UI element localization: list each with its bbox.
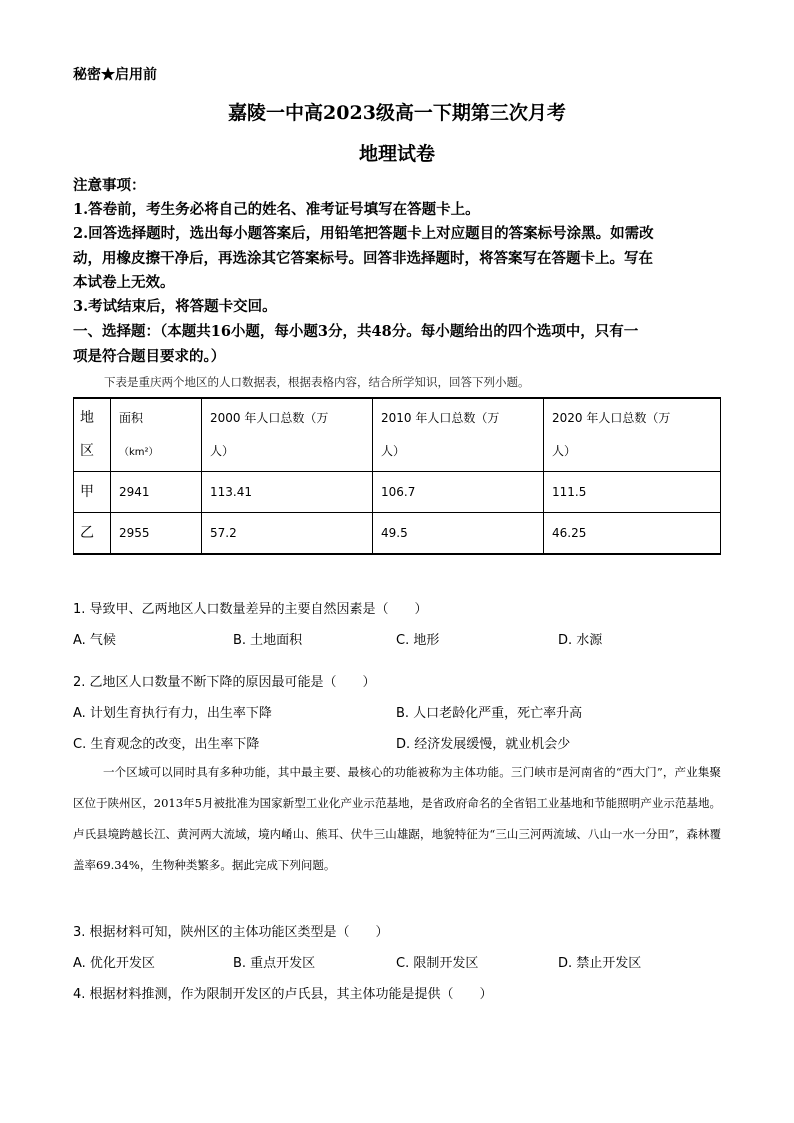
cell-area: 2955 <box>111 513 202 555</box>
cell-pop-2020: 46.25 <box>544 513 721 555</box>
cell-region: 甲 <box>74 472 111 513</box>
question-3-option-c[interactable]: C. 限制开发区 <box>396 956 479 971</box>
section-heading-line-2: 项是符合题目要求的。） <box>73 348 226 365</box>
question-2-option-b[interactable]: B. 人口老龄化严重，死亡率升高 <box>396 706 583 721</box>
notes-item-2-line-3: 本试卷上无效。 <box>73 274 175 291</box>
header-region: 地 区 <box>74 398 111 472</box>
question-3-option-b[interactable]: B. 重点开发区 <box>233 956 316 971</box>
header-area: 面积 （km²） <box>111 398 202 472</box>
cell-pop-2020: 111.5 <box>544 472 721 513</box>
question-1-option-a[interactable]: A. 气候 <box>73 633 116 648</box>
header-pop-2000: 2000 年人口总数（万 人） <box>202 398 373 472</box>
cell-pop-2000: 57.2 <box>202 513 373 555</box>
question-3-option-d[interactable]: D. 禁止开发区 <box>558 956 642 971</box>
question-3-option-a[interactable]: A. 优化开发区 <box>73 956 155 971</box>
table-row <box>74 513 721 555</box>
notes-item-1: 1.答卷前，考生务必将自己的姓名、准考证号填写在答题卡上。 <box>73 201 480 218</box>
question-1-option-b[interactable]: B. 土地面积 <box>233 633 303 648</box>
header-pop-2010: 2010 年人口总数（万 人） <box>373 398 544 472</box>
notes-item-2-line-2: 动，用橡皮擦干净后，再选涂其它答案标号。回答非选择题时，将答案写在答题卡上。写在 <box>73 250 653 267</box>
notes-item-2-line-1: 2.回答选择题时，选出每小题答案后，用铅笔把答题卡上对应题目的答案标号涂黑。如需改 <box>73 225 654 242</box>
question-2-option-a[interactable]: A. 计划生育执行有力，出生率下降 <box>73 706 272 721</box>
question-1-option-c[interactable]: C. 地形 <box>396 633 440 648</box>
header-pop-2020: 2020 年人口总数（万 人） <box>544 398 721 472</box>
question-1-stem: 1. 导致甲、乙两地区人口数量差异的主要自然因素是（ ） <box>73 602 428 617</box>
notes-item-3: 3.考试结束后，将答题卡交回。 <box>73 298 277 315</box>
cell-area: 2941 <box>111 472 202 513</box>
cell-region: 乙 <box>74 513 111 555</box>
reading-passage: 一个区域可以同时具有多种功能，其中最主要、最核心的功能被称为主体功能。三门峡市是河南省的“西大门”，产业集聚区位于陕州区，2013年5月被批准为国家新型工业化产业示范基地，是省政府命名的全省铝工业基地和节能照明产业示范基地。卢氏县境跨越长江、黄河两大流域，境内崤山、熊耳、伏牛三山雄踞，地貌特征为“三山三河两流域、八山一水一分田”，森林覆盖率69.34%，生物种类繁多。据此完成下列问题。 <box>73 765 721 872</box>
question-2-stem: 2. 乙地区人口数量不断下降的原因最可能是（ ） <box>73 675 376 690</box>
question-2-option-c[interactable]: C. 生育观念的改变，出生率下降 <box>73 737 260 752</box>
table-intro: 下表是重庆两个地区的人口数据表，根据表格内容，结合所学知识，回答下列小题。 <box>104 375 530 389</box>
exam-title: 嘉陵一中高2023级高一下期第三次月考 <box>228 102 566 124</box>
population-table <box>73 397 721 555</box>
cell-pop-2010: 49.5 <box>373 513 544 555</box>
question-2-option-d[interactable]: D. 经济发展缓慢，就业机会少 <box>396 737 571 752</box>
confidential-label: 秘密★启用前 <box>73 67 157 83</box>
notes-heading: 注意事项： <box>73 177 146 194</box>
section-heading-line-1: 一、选择题：（本题共16小题，每小题3分，共48分。每小题给出的四个选项中，只有一 <box>73 323 639 340</box>
table-row <box>74 472 721 513</box>
question-1-option-d[interactable]: D. 水源 <box>558 633 603 648</box>
cell-pop-2000: 113.41 <box>202 472 373 513</box>
cell-pop-2010: 106.7 <box>373 472 544 513</box>
table-header-row <box>74 398 721 472</box>
question-4-stem: 4. 根据材料推测，作为限制开发区的卢氏县，其主体功能是提供（ ） <box>73 987 493 1002</box>
question-3-stem: 3. 根据材料可知，陕州区的主体功能区类型是（ ） <box>73 925 389 940</box>
exam-subject: 地理试卷 <box>358 143 435 165</box>
